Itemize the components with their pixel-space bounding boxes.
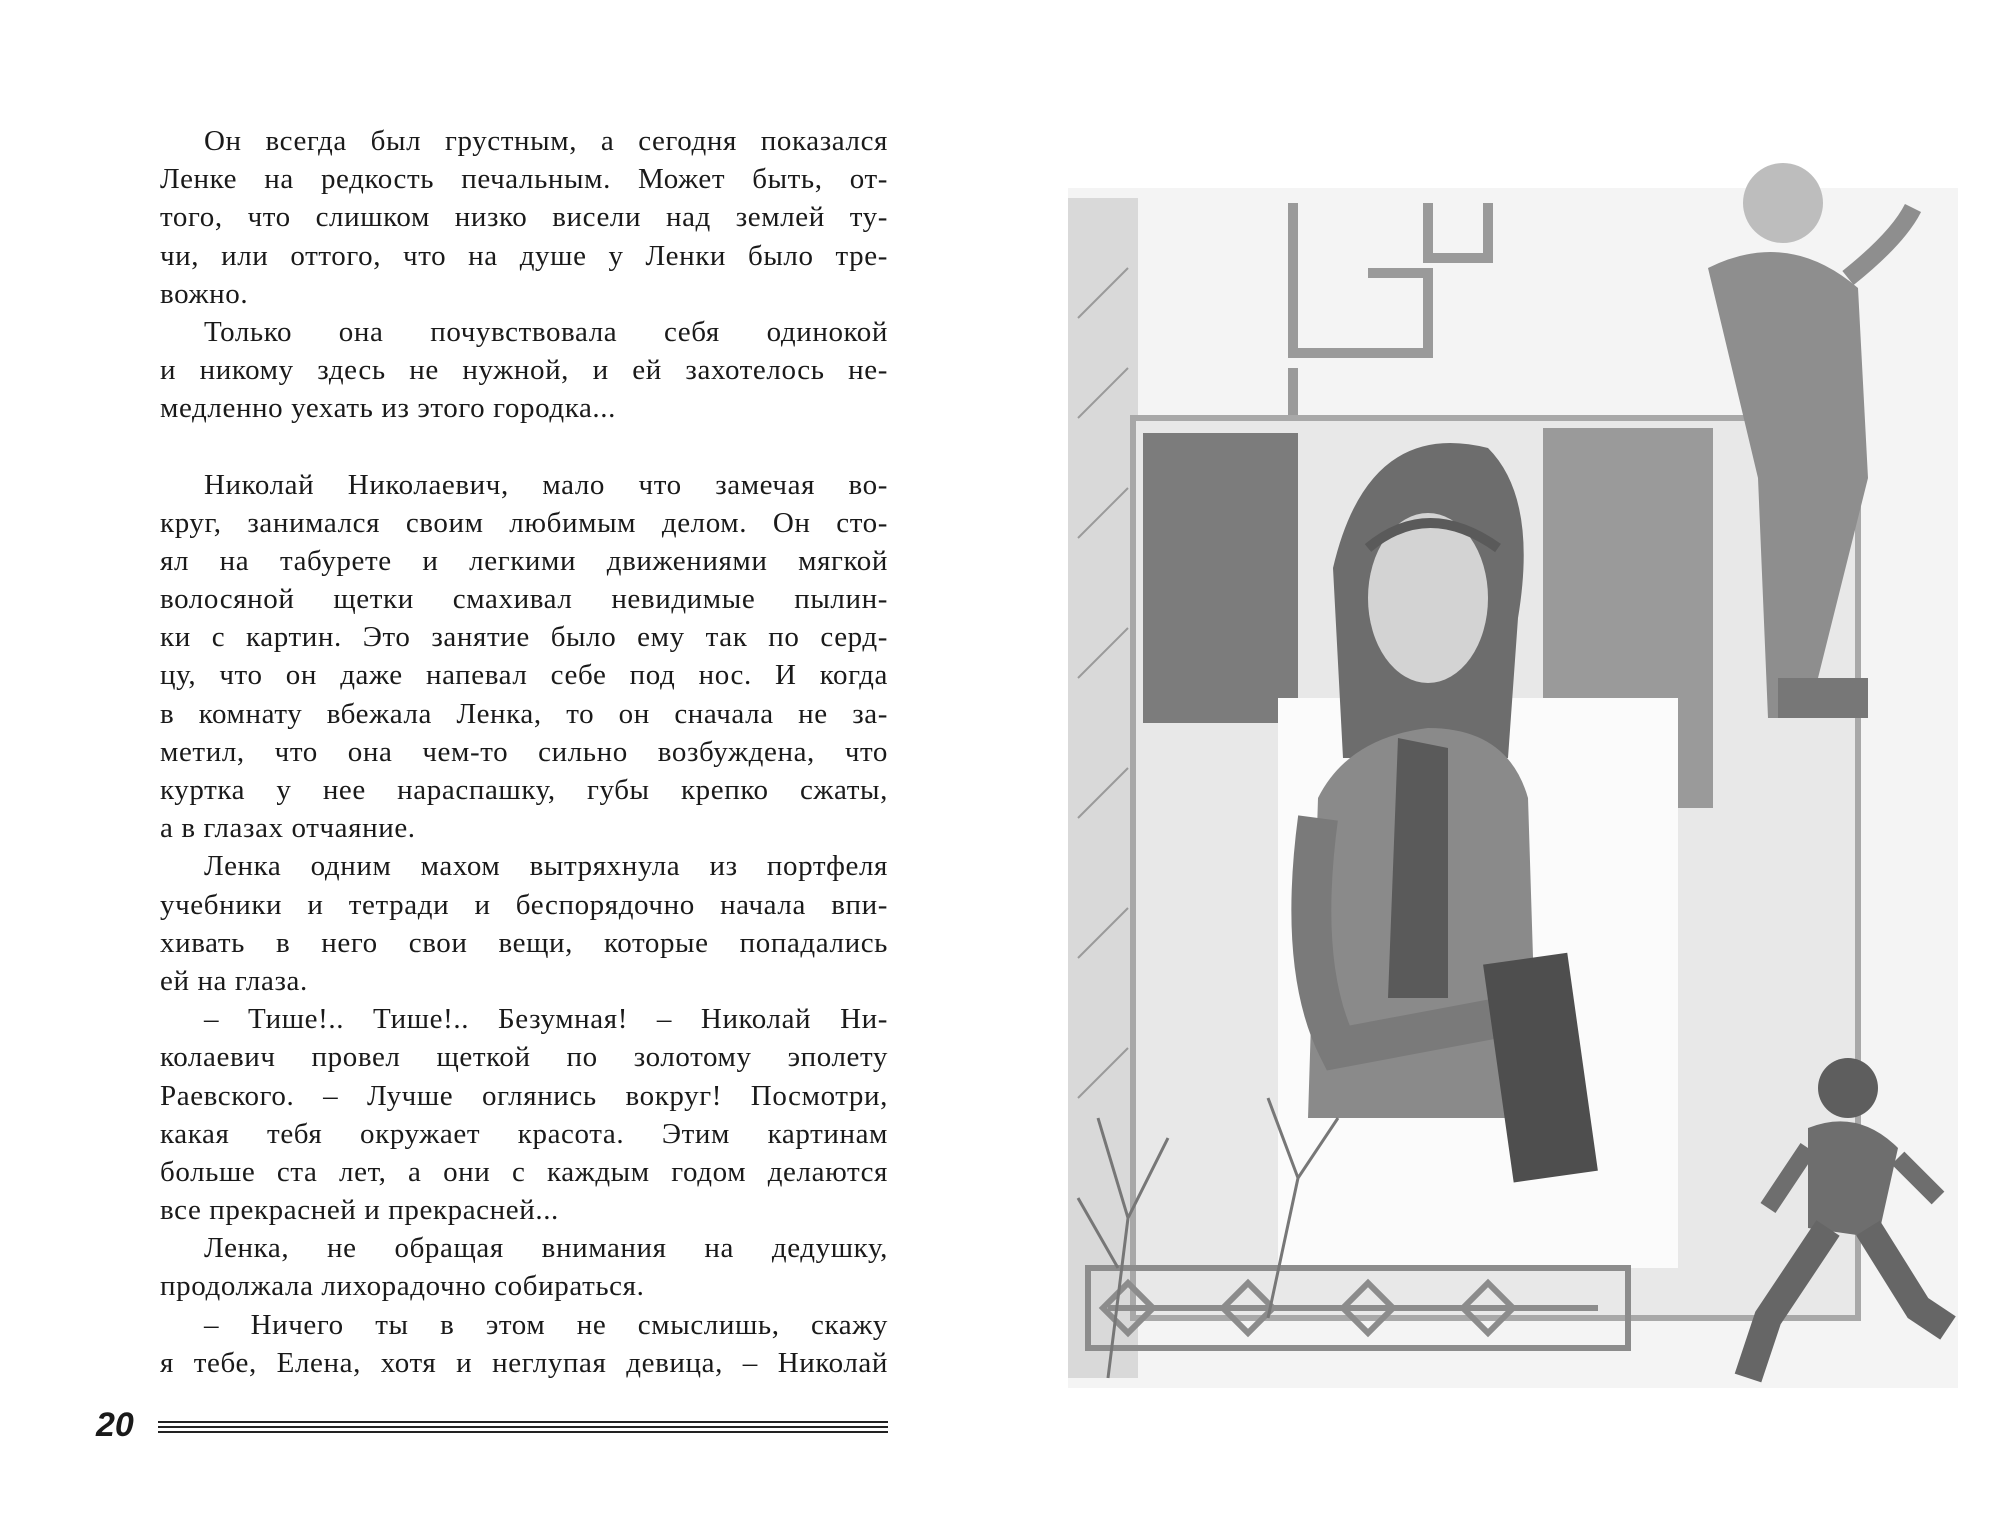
text-line: хивать в него свои вещи, которые попадались — [160, 926, 888, 959]
text-line: цу, что он даже напевал себе под нос. И когда — [160, 659, 888, 692]
text-line: Ленке на редкость печальным. Может быть, от- — [160, 163, 888, 196]
text-line: круг, занимался своим любимым делом. Он сто- — [160, 506, 888, 539]
footer-rule — [158, 1421, 888, 1423]
text-line: куртка у нее нараспашку, губы крепко сжаты, — [160, 774, 888, 806]
footer-rule — [158, 1431, 888, 1433]
text-line: Ленка одним махом вытряхнула из портфеля — [204, 850, 888, 883]
text-line: медленно уехать из этого городка... — [160, 392, 616, 425]
text-line: продолжала лихорадочно собираться. — [160, 1270, 645, 1303]
text-line: колаевич провел щеткой по золотому эполету — [160, 1041, 888, 1074]
text-line: Раевского. – Лучше оглянись вокруг! Посмотри, — [160, 1079, 888, 1112]
text-line: а в глазах отчаяние. — [160, 812, 416, 845]
page-footer — [96, 1403, 888, 1447]
text-line: больше ста лет, а они с каждым годом делаются — [160, 1155, 888, 1188]
text-column — [160, 122, 888, 1382]
pencil-drawing-icon — [1068, 118, 1958, 1404]
text-line: метил, что она чем-то сильно возбуждена, что — [160, 735, 888, 768]
text-line: я тебе, Елена, хотя и неглупая девица, – Николай — [160, 1346, 888, 1379]
text-line: какая тебя окружает красота. Этим картинам — [160, 1117, 888, 1150]
text-line: и никому здесь не нужной, и ей захотелось не- — [160, 354, 888, 387]
text-line: волосяной щетки смахивал невидимые пылин- — [160, 583, 888, 616]
text-line: Николай Николаевич, мало что замечая во- — [204, 468, 888, 501]
footer-rule — [158, 1426, 888, 1428]
text-line: учебники и тетради и беспорядочно начала впи- — [160, 888, 888, 921]
page-number: 20 — [96, 1406, 134, 1444]
illustration-svg — [1068, 118, 1958, 1404]
text-line: Он всегда был грустным, а сегодня показался — [204, 125, 888, 157]
text-line: – Ничего ты в этом не смыслишь, скажу — [204, 1308, 888, 1341]
text-line: в комнату вбежала Ленка, то он сначала не за- — [160, 697, 888, 730]
text-line: ей на глаза. — [160, 964, 308, 997]
dark-panel-left — [1143, 433, 1298, 723]
text-line: ки с картин. Это занятие было ему так по серд- — [160, 621, 888, 654]
paragraph-gap — [160, 428, 888, 466]
text-line: чи, или оттого, что на душе у Ленки было тре- — [160, 239, 888, 272]
text-line: Ленка, не обращая внимания на дедушку, — [204, 1232, 888, 1265]
text-line: все прекрасней и прекрасней... — [160, 1194, 559, 1227]
text-line: вожно. — [160, 277, 249, 310]
text-line: ял на табурете и легкими движениями мягкой — [160, 544, 888, 577]
text-line: Только она почувствовала себя одинокой — [204, 315, 888, 348]
text-line: – Тише!.. Тише!.. Безумная! – Николай Ни- — [204, 1003, 888, 1036]
text-line: того, что слишком низко висели над землей ту- — [160, 201, 888, 234]
